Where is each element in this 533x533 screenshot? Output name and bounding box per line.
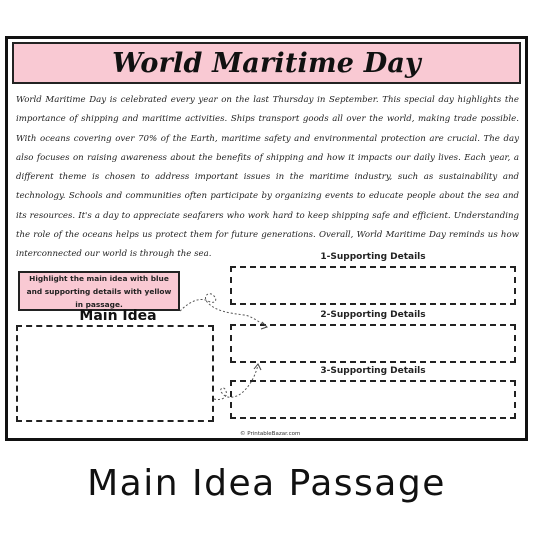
supporting-detail-3-label: 3-Supporting Details (320, 366, 426, 376)
supporting-detail-2-box[interactable] (230, 324, 516, 363)
worksheet-title: World Maritime Day (112, 47, 421, 79)
reading-passage: World Maritime Day is celebrated every year on the last Thursday in September. This special day highlights the importance of shipping and maritime activities. Ships transport goods all over the world, making trade possible. With oceans covering over 70% of the Earth, maritime safety and environmental protection are crucial. The day also focuses on raising awareness about the benefits of shipping and how it impacts our daily lives. Each year, a different theme is chosen to address important issues in the maritime industry, such as sustainability and technology. Schools and communities often participate by organizing events to educate people about the sea and its resources. It's a day to appreciate seafarers who work hard to keep shipping safe and efficient. Understanding the role of the oceans helps us protect them for future generations. Overall, World Maritime Day reminds us how interconnected our world is through the sea. (16, 95, 519, 260)
instruction-box (18, 271, 180, 311)
supporting-detail-2-label: 2-Supporting Details (320, 310, 426, 320)
supporting-detail-3-box[interactable] (230, 380, 516, 419)
instruction-text: Highlight the main idea with blue and supporting details with yellow in passage. (26, 273, 172, 309)
arrow-head-bottom (254, 364, 261, 370)
worksheet (5, 36, 528, 441)
main-idea-label: Main Idea (79, 308, 157, 324)
title-banner (12, 42, 521, 84)
supporting-detail-1-box[interactable] (230, 266, 516, 305)
supporting-detail-1-label: 1-Supporting Details (320, 252, 426, 262)
page-caption: Main Idea Passage (87, 463, 446, 504)
copyright-notice: © PrintableBazar.com (240, 431, 301, 437)
main-idea-answer-box[interactable] (16, 325, 214, 422)
